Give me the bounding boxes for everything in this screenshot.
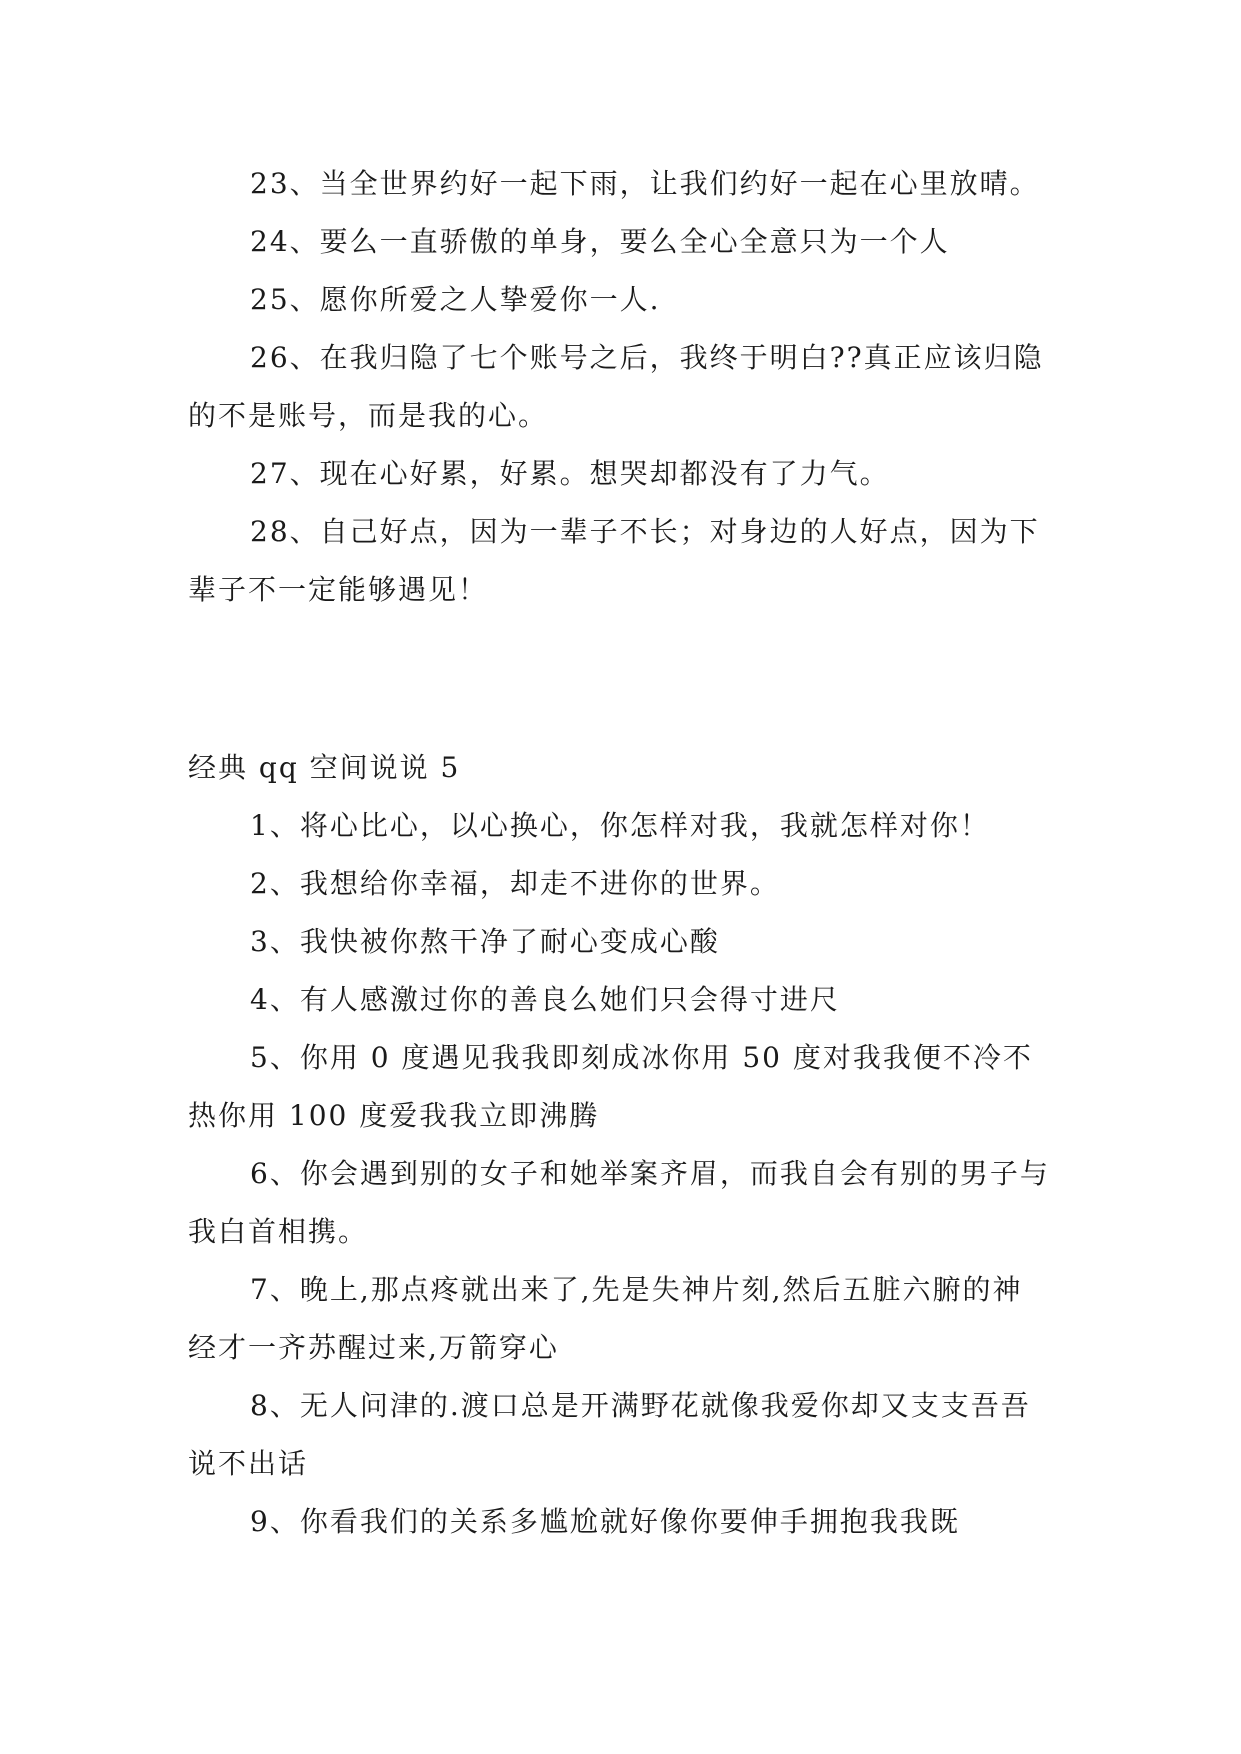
quote-item-26: 26、在我归隐了七个账号之后，我终于明白??真正应该归隐的不是账号，而是我的心。 (188, 341, 1044, 432)
quote-item-6: 6、你会遇到别的女子和她举案齐眉，而我自会有别的男子与我白首相携。 (188, 1157, 1050, 1248)
quote-item-3: 3、我快被你熬干净了耐心变成心酸 (250, 925, 720, 958)
quote-item-4: 4、有人感激过你的善良么她们只会得寸进尺 (250, 983, 840, 1016)
quote-list-continued (188, 155, 1050, 619)
quote-item-7: 7、晚上,那点疼就出来了,先是失神片刻,然后五脏六腑的神经才一齐苏醒过来,万箭穿心 (188, 1273, 1023, 1364)
quote-item-25: 25、愿你所爱之人挚爱你一人. (250, 283, 661, 316)
section-heading: 经典 qq 空间说说 5 (188, 751, 461, 784)
quote-item-8: 8、无人问津的.渡口总是开满野花就像我爱你却又支支吾吾说不出话 (188, 1389, 1031, 1480)
quote-item-27: 27、现在心好累，好累。想哭却都没有了力气。 (250, 457, 890, 490)
quote-item-1: 1、将心比心，以心换心，你怎样对我，我就怎样对你！ (250, 809, 990, 842)
quote-item-9: 9、你看我们的关系多尴尬就好像你要伸手拥抱我我既 (250, 1505, 960, 1538)
quote-item-28: 28、自己好点，因为一辈子不长；对身边的人好点，因为下辈子不一定能够遇见！ (188, 515, 1040, 606)
section-5 (188, 739, 1050, 1551)
quote-item-23: 23、当全世界约好一起下雨，让我们约好一起在心里放晴。 (250, 167, 1040, 200)
quote-item-5: 5、你用 0 度遇见我我即刻成冰你用 50 度对我我便不冷不热你用 100 度爱我我立即沸腾 (188, 1041, 1033, 1132)
quote-item-2: 2、我想给你幸福，却走不进你的世界。 (250, 867, 780, 900)
quote-item-24: 24、要么一直骄傲的单身，要么全心全意只为一个人 (250, 225, 950, 258)
